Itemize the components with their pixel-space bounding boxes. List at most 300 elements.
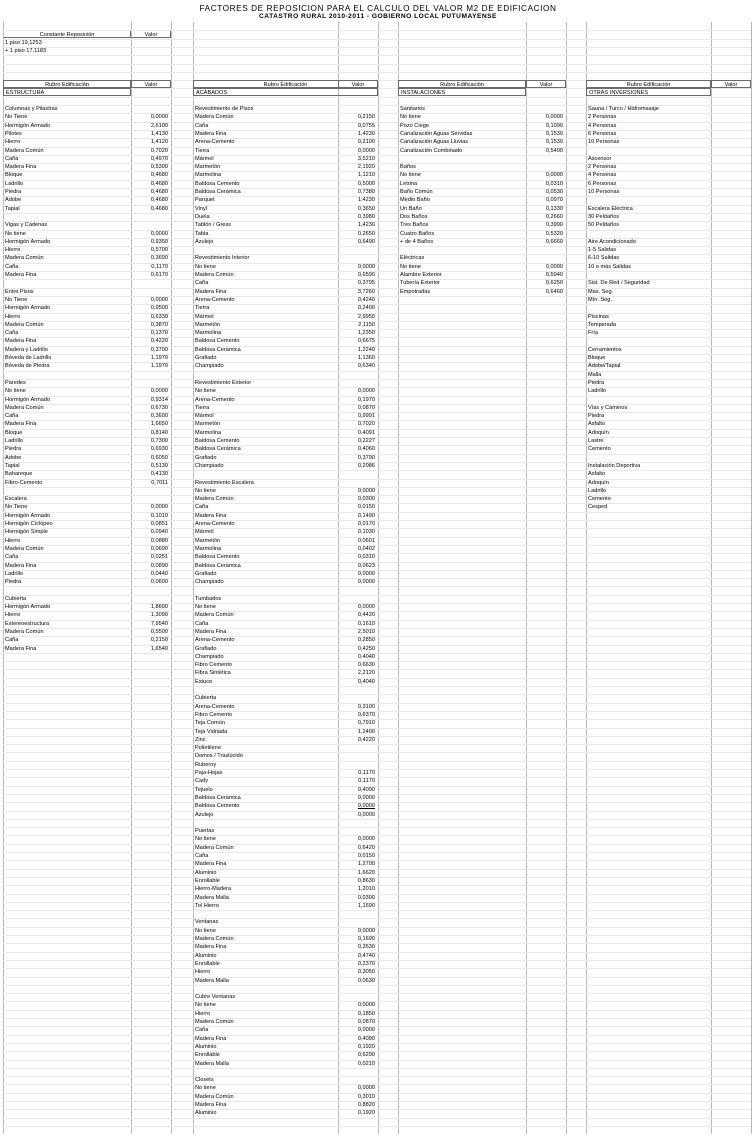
row-label: Madera Común xyxy=(195,612,234,619)
row-value: 0,0150 xyxy=(357,504,375,511)
row-label: Cemento xyxy=(588,446,611,453)
row-label: 10 o más Salidas xyxy=(588,263,631,270)
row-value: 0,8630 xyxy=(357,877,375,884)
row-value: 0,6330 xyxy=(150,313,168,320)
row-label: Enrollable xyxy=(195,877,220,884)
row-value: 0,1530 xyxy=(545,130,563,137)
row-label: Vigas y Cadenas xyxy=(5,222,48,229)
row-value: 0,6370 xyxy=(357,711,375,718)
grid-row-line xyxy=(3,927,751,928)
row-label: No tiene xyxy=(400,263,421,270)
row-value: 0,4090 xyxy=(357,786,375,793)
grid-row-line xyxy=(3,1126,751,1127)
row-value: 0,6420 xyxy=(357,844,375,851)
row-value: 1,1360 xyxy=(357,355,375,361)
grid-row-line xyxy=(3,943,751,944)
row-label: Tumbados xyxy=(195,595,222,602)
grid-row-line xyxy=(3,794,751,795)
section-header: INSTALACIONES xyxy=(398,88,526,96)
row-value: 0,3050 xyxy=(357,969,375,976)
row-label: Madera Fina xyxy=(5,421,37,428)
row-label: Madera Común xyxy=(195,1093,234,1100)
row-label: Madera Malla xyxy=(195,1060,229,1067)
grid-row-line xyxy=(3,985,751,986)
column-header-valor: Valor xyxy=(131,80,171,88)
row-label: No Tiene xyxy=(5,114,28,121)
row-label: 4 Personas xyxy=(588,122,617,129)
row-label: Bloque xyxy=(588,355,606,361)
row-label: Marmetón xyxy=(195,421,221,428)
row-label: Baldosa Cerámica xyxy=(195,562,241,569)
row-value: 0,0251 xyxy=(150,554,168,561)
grid-row-line xyxy=(3,852,751,853)
row-label: Paja-Hojas xyxy=(195,770,223,776)
grid-row-line xyxy=(3,728,751,729)
row-label: Empotradas xyxy=(400,288,431,295)
row-value: 0,3790 xyxy=(357,454,375,461)
row-value: 0,0970 xyxy=(545,197,563,204)
grid-row-line xyxy=(3,669,751,670)
row-label: Azulejo xyxy=(195,238,214,245)
row-value: 0,4040 xyxy=(357,678,375,685)
row-label: Pozo Ciego xyxy=(400,122,429,129)
grid-row-line xyxy=(3,761,751,762)
row-label: Champiado xyxy=(195,653,224,660)
row-value: 0,0402 xyxy=(357,545,375,552)
row-value: 0,4220 xyxy=(150,338,168,345)
row-value: 0,4970 xyxy=(150,155,168,162)
row-value: 0,7300 xyxy=(150,438,168,444)
row-label: Mármol xyxy=(195,313,214,320)
row-label: Madera Fina xyxy=(5,272,37,278)
row-label: No tiene xyxy=(195,927,216,934)
row-label: Alambre Exterior xyxy=(400,272,442,278)
row-value: 0,0000 xyxy=(545,114,563,121)
row-value: 0,7011 xyxy=(151,479,168,486)
grid-row-line xyxy=(3,869,751,870)
row-value: 0,4680 xyxy=(150,197,168,204)
row-value: 0,0870 xyxy=(357,404,375,411)
grid-row-line xyxy=(3,902,751,903)
row-label: No tiene xyxy=(195,1085,216,1092)
row-value: 0,2227 xyxy=(357,438,375,444)
row-label: Arena-Cemento xyxy=(195,521,235,527)
row-label: Madera Fina xyxy=(195,861,227,868)
row-value: 0,0000 xyxy=(150,504,168,511)
row-label: Duela xyxy=(195,213,210,220)
row-label: Marmetón xyxy=(195,164,221,171)
row-label: No tiene xyxy=(400,172,421,179)
row-label: Teja Común xyxy=(195,720,225,727)
row-label: Aire Acondicionado xyxy=(588,238,636,245)
row-value: 0,5000 xyxy=(357,180,375,187)
row-label: Baldosa Cerámica xyxy=(195,189,241,195)
row-label: Arena-Cemento xyxy=(195,296,235,303)
row-label: Temperada xyxy=(588,321,616,328)
row-label: Adoquín xyxy=(588,479,609,486)
row-label: Hormigón Simple xyxy=(5,529,48,536)
row-label: No Tiene xyxy=(5,296,28,303)
row-label: Champiado xyxy=(195,462,224,469)
row-value: 0,3700 xyxy=(150,346,168,353)
row-label: Caña xyxy=(5,263,19,270)
row-value: 0,1490 xyxy=(357,512,375,519)
row-label: Hierro xyxy=(5,139,21,146)
row-label: Sist. De Red / Seguridad xyxy=(588,280,650,287)
row-label: Tubería Exterior xyxy=(400,280,440,287)
grid-row-line xyxy=(3,935,751,936)
row-value: 0,0870 xyxy=(357,1019,375,1025)
row-label: Ladrillo xyxy=(5,180,24,187)
row-label: No Tiene xyxy=(5,504,28,511)
grid-row-line xyxy=(3,744,751,745)
row-value: 0,1370 xyxy=(150,330,168,337)
row-label: Azulejo xyxy=(195,811,214,818)
grid-row-line xyxy=(3,586,751,587)
row-value: 0,6590 xyxy=(357,272,375,278)
row-label: Madera Fina xyxy=(195,628,227,635)
row-label: Instalación Deportiva xyxy=(588,462,641,469)
row-value: 0,4240 xyxy=(357,296,375,303)
row-label: Ladrillo xyxy=(5,570,24,577)
row-label: Tierra xyxy=(195,147,210,154)
row-label: Aluminio xyxy=(195,1110,217,1117)
row-label: Tres Baños xyxy=(400,222,429,229)
grid-row-line xyxy=(3,844,751,845)
row-label: Cuatro Baños xyxy=(400,230,435,237)
row-label: Madera Fina xyxy=(195,130,227,137)
row-label: Revestimiento Escalera xyxy=(195,479,254,486)
row-label: Madera Común xyxy=(5,147,44,154)
row-value: 0,9350 xyxy=(150,238,168,245)
row-value: 0,5130 xyxy=(150,462,168,469)
row-label: Max. Seg. xyxy=(588,288,614,295)
row-label: Madera Fina xyxy=(195,1035,227,1042)
row-value: 1,2240 xyxy=(357,346,375,353)
row-value: 0,6050 xyxy=(150,454,168,461)
row-value: 0,0000 xyxy=(357,147,375,154)
row-value: 0,0440 xyxy=(150,570,168,577)
constante-row: 1 piso 19,1253 xyxy=(5,40,42,46)
row-value: 2,2120 xyxy=(357,670,375,677)
row-value: 0,3980 xyxy=(357,213,375,220)
row-label: Tapial xyxy=(5,462,20,469)
row-label: Madera Fina xyxy=(5,562,37,569)
grid-row-line xyxy=(3,769,751,770)
row-value: 0,5300 xyxy=(150,164,168,171)
row-label: Piedra xyxy=(5,579,22,586)
row-label: Grafiado xyxy=(195,454,217,461)
row-value: 0,2400 xyxy=(357,305,375,312)
row-value: 0,4040 xyxy=(357,653,375,660)
row-value: 0,3600 xyxy=(150,413,168,420)
row-value: 0,4130 xyxy=(150,471,168,478)
row-label: Hierro xyxy=(195,1010,211,1017)
row-value: 0,0000 xyxy=(545,263,563,270)
row-value: 0,2150 xyxy=(357,114,375,121)
row-value: 0,1170 xyxy=(358,770,375,776)
row-label: Grafiado xyxy=(195,645,217,652)
grid-row-line xyxy=(3,1076,751,1077)
row-label: Madera Común xyxy=(195,844,234,851)
row-label: Canalización Aguas Lluvias xyxy=(400,139,469,146)
row-label: Closets xyxy=(195,1077,214,1084)
constante-row: + 1 piso 17,1183 xyxy=(5,48,47,54)
row-label: Piedra xyxy=(588,413,605,420)
row-label: Revestimiento de Pisos xyxy=(195,106,254,112)
grid-row-line xyxy=(3,1026,751,1027)
row-label: Hierro xyxy=(5,313,21,320)
row-label: Madera Fina xyxy=(195,288,227,295)
row-value: 0,6340 xyxy=(357,363,375,370)
row-label: Hierro-Madera xyxy=(195,886,232,893)
row-label: Ladrillo xyxy=(588,388,607,395)
row-label: Madera Malla xyxy=(195,894,229,901)
grid-row-line xyxy=(3,1101,751,1102)
row-value: 0,7380 xyxy=(357,189,375,195)
row-label: Madera Común xyxy=(5,321,44,328)
grid-row-line xyxy=(3,819,751,820)
row-value: 1,4130 xyxy=(150,130,168,137)
row-label: Sanitarios xyxy=(400,106,425,112)
grid-row-line xyxy=(3,653,751,654)
grid-row-line xyxy=(3,47,751,48)
grid-column-line xyxy=(751,22,752,1134)
row-value: 0,6675 xyxy=(357,338,375,345)
row-value: 1,2700 xyxy=(357,861,375,868)
row-label: Madera Fina xyxy=(195,944,227,951)
row-value: 0,4680 xyxy=(150,205,168,212)
row-label: Medio Baño xyxy=(400,197,430,204)
row-value: 0,5320 xyxy=(545,230,563,237)
row-value: 3,5210 xyxy=(357,155,375,162)
row-label: 4 Personas xyxy=(588,172,617,179)
row-label: Grafiado xyxy=(195,570,217,577)
row-label: Caña xyxy=(5,155,19,162)
row-label: Madera Común xyxy=(5,628,44,635)
row-value: 0,2100 xyxy=(357,139,375,146)
grid-row-line xyxy=(3,1010,751,1011)
row-label: Hormigón Ciclópeo xyxy=(5,521,53,527)
grid-row-line xyxy=(3,960,751,961)
grid-row-line xyxy=(3,1084,751,1085)
row-value: 2,1150 xyxy=(358,321,375,328)
row-label: Arena-Cemento xyxy=(195,637,235,644)
row-label: 10 Personas xyxy=(588,139,620,146)
row-value: 0,2086 xyxy=(357,462,375,469)
row-value: 1,2400 xyxy=(357,728,375,735)
row-label: Enrollable xyxy=(195,1052,220,1059)
row-label: Fibro-Cemento xyxy=(5,479,43,486)
row-value: 0,6170 xyxy=(150,272,168,278)
row-value: 0,3650 xyxy=(357,205,375,212)
row-value: 0,1170 xyxy=(151,263,168,270)
grid-row-line xyxy=(3,661,751,662)
row-value: 0,5490 xyxy=(545,147,563,154)
row-value: 1,2010 xyxy=(357,886,375,893)
grid-row-line xyxy=(3,1018,751,1019)
row-value: 0,0000 xyxy=(357,794,375,801)
row-label: Bóveda de Ladrillo xyxy=(5,355,52,361)
row-label: Baldosa Cemento xyxy=(195,338,240,345)
grid-row-line xyxy=(3,952,751,953)
row-value: 0,4250 xyxy=(357,645,375,652)
row-label: Mármol xyxy=(195,155,214,162)
section-header: OTRAS INVERSIONES xyxy=(586,88,711,96)
grid-row-line xyxy=(3,910,751,911)
row-value: 0,0000 xyxy=(357,927,375,934)
row-value: 1,4230 xyxy=(357,222,375,229)
grid-row-line xyxy=(3,694,751,695)
row-value: 1,1210 xyxy=(357,172,375,179)
row-label: Adobe/Tapial xyxy=(588,363,621,370)
column-header-rubro: Rubro Edificación xyxy=(3,80,131,88)
row-label: Hormigón Armado xyxy=(5,122,51,129)
row-value: 0,4060 xyxy=(357,446,375,453)
row-value: 0,0300 xyxy=(357,496,375,503)
row-label: Caña xyxy=(5,637,19,644)
row-label: Cemento xyxy=(588,496,611,503)
row-label: Madera Fina xyxy=(5,338,37,345)
row-label: Sauna / Turco / Hidromasaje xyxy=(588,106,659,112)
row-label: Ascensor xyxy=(588,155,612,162)
row-value: 0,6630 xyxy=(357,662,375,669)
row-value: 0,4091 xyxy=(357,429,375,436)
row-label: Malla xyxy=(588,371,602,378)
row-value: 0,2370 xyxy=(357,960,375,967)
row-label: 1-5 Salidas xyxy=(588,247,616,254)
row-value: 0,0310 xyxy=(357,554,375,561)
row-label: Eléctricas xyxy=(400,255,425,262)
row-label: Vinyl xyxy=(195,205,208,212)
row-label: Caña xyxy=(195,504,209,511)
page-title: FACTORES DE REPOSICION PARA EL CALCULO DEL VALOR M2 DE EDIFICACION xyxy=(199,4,557,13)
row-value: 0,0000 xyxy=(357,604,375,610)
row-label: Aluminio xyxy=(195,1043,217,1050)
row-label: No tiene xyxy=(195,263,216,270)
row-label: 2 Personas xyxy=(588,164,617,171)
grid-row-line xyxy=(3,1060,751,1061)
row-label: Pilotes xyxy=(5,130,22,137)
row-value: 0,3010 xyxy=(357,1093,375,1100)
grid-row-line xyxy=(3,802,751,803)
grid-row-line xyxy=(3,1043,751,1044)
row-label: Escalera xyxy=(5,496,27,503)
row-label: Fibro Cemento xyxy=(195,662,232,669)
row-value: 0,3100 xyxy=(357,703,375,710)
row-value: 0,0210 xyxy=(357,1060,375,1067)
row-value: 0,0300 xyxy=(357,894,375,901)
grid-row-line xyxy=(3,55,751,56)
row-value: 0,0000 xyxy=(357,263,375,270)
row-label: Parquet xyxy=(195,197,215,204)
row-label: Estereoestructura xyxy=(5,620,50,627)
row-value: 0,3990 xyxy=(545,222,563,229)
row-label: No tiene xyxy=(400,114,421,121)
row-value: 1,4230 xyxy=(357,130,375,137)
row-label: Zinc xyxy=(195,736,206,743)
row-value: 0,1090 xyxy=(545,122,563,129)
row-label: Tablón / Gress xyxy=(195,222,232,229)
row-label: Baldosa Cemento xyxy=(195,438,240,444)
row-label: No tiene xyxy=(5,388,26,395)
row-label: Cesped xyxy=(588,504,608,511)
row-label: Marmolina xyxy=(195,172,222,179)
row-value: 0,0000 xyxy=(150,296,168,303)
row-label: No tiene xyxy=(195,836,216,843)
grid-row-line xyxy=(3,1051,751,1052)
grid-row-line xyxy=(3,885,751,886)
row-label: Madera Fina xyxy=(195,512,227,519)
row-value: 0,1030 xyxy=(357,529,375,536)
row-label: Hierro xyxy=(5,247,21,254)
row-label: Tierra xyxy=(195,404,210,411)
row-value: 0,0755 xyxy=(357,122,375,129)
row-value: 0,0530 xyxy=(545,189,563,195)
row-label: Hierro xyxy=(5,612,21,619)
column-header-rubro: Rubro Edificación xyxy=(586,80,711,88)
row-label: Domos / Traslúcido xyxy=(195,753,243,760)
data-grid xyxy=(3,22,751,1134)
row-value: 0,5500 xyxy=(150,628,168,635)
row-label: Baldosa Cerámica xyxy=(195,794,241,801)
row-label: Bóveda de Piedra xyxy=(5,363,50,370)
row-label: Mármol xyxy=(195,529,214,536)
row-label: No tiene xyxy=(195,487,216,494)
row-label: 10 Personas xyxy=(588,189,620,195)
row-value: 0,5700 xyxy=(150,247,168,254)
row-value: 0,4220 xyxy=(357,736,375,743)
row-label: Tol Hierro xyxy=(195,902,219,909)
row-value: 0,0000 xyxy=(357,803,375,810)
row-value: 0,0150 xyxy=(357,853,375,859)
row-value: 0,0690 xyxy=(150,545,168,552)
row-label: Ruberoy xyxy=(195,761,217,768)
row-value: 0,9991 xyxy=(357,413,375,420)
row-label: Grafiado xyxy=(195,355,217,361)
row-value: 0,1920 xyxy=(357,1043,375,1050)
row-value: 0,7910 xyxy=(357,720,375,727)
row-label: Teja Vidriada xyxy=(195,728,228,735)
row-label: Cerramientos xyxy=(588,346,622,353)
row-label: Baldosa Cerámica xyxy=(195,346,241,353)
row-label: + de 4 Baños xyxy=(400,238,434,245)
row-value: 0,3530 xyxy=(357,944,375,951)
column-header-rubro: Rubro Edificación xyxy=(398,80,526,88)
row-label: Madera y Ladrillo xyxy=(5,346,48,353)
row-label: Tejuelo xyxy=(195,786,213,793)
row-value: 0,1330 xyxy=(545,205,563,212)
grid-row-line xyxy=(3,877,751,878)
row-label: Marmolina xyxy=(195,545,222,552)
row-value: 0,0170 xyxy=(357,521,375,527)
row-label: Madera Común xyxy=(195,272,234,278)
row-label: Revestimiento Exterior xyxy=(195,379,252,386)
row-label: Vías y Caminos xyxy=(588,404,628,411)
column-header-valor: Valor xyxy=(711,80,751,88)
row-label: Ladrillo xyxy=(5,438,24,444)
row-value: 0,4420 xyxy=(357,612,375,619)
row-label: Aluminio xyxy=(195,952,217,959)
row-label: Tabla xyxy=(195,230,209,237)
row-label: Madera Común xyxy=(195,496,234,503)
row-label: Hormigón Armado xyxy=(5,512,51,519)
row-label: Mín. Seg. xyxy=(588,296,612,303)
row-label: Canalización Combinado xyxy=(400,147,463,154)
row-label: Cubre Ventanas xyxy=(195,994,236,1001)
row-label: Tapial xyxy=(5,205,20,212)
row-value: 0,6460 xyxy=(545,288,563,295)
